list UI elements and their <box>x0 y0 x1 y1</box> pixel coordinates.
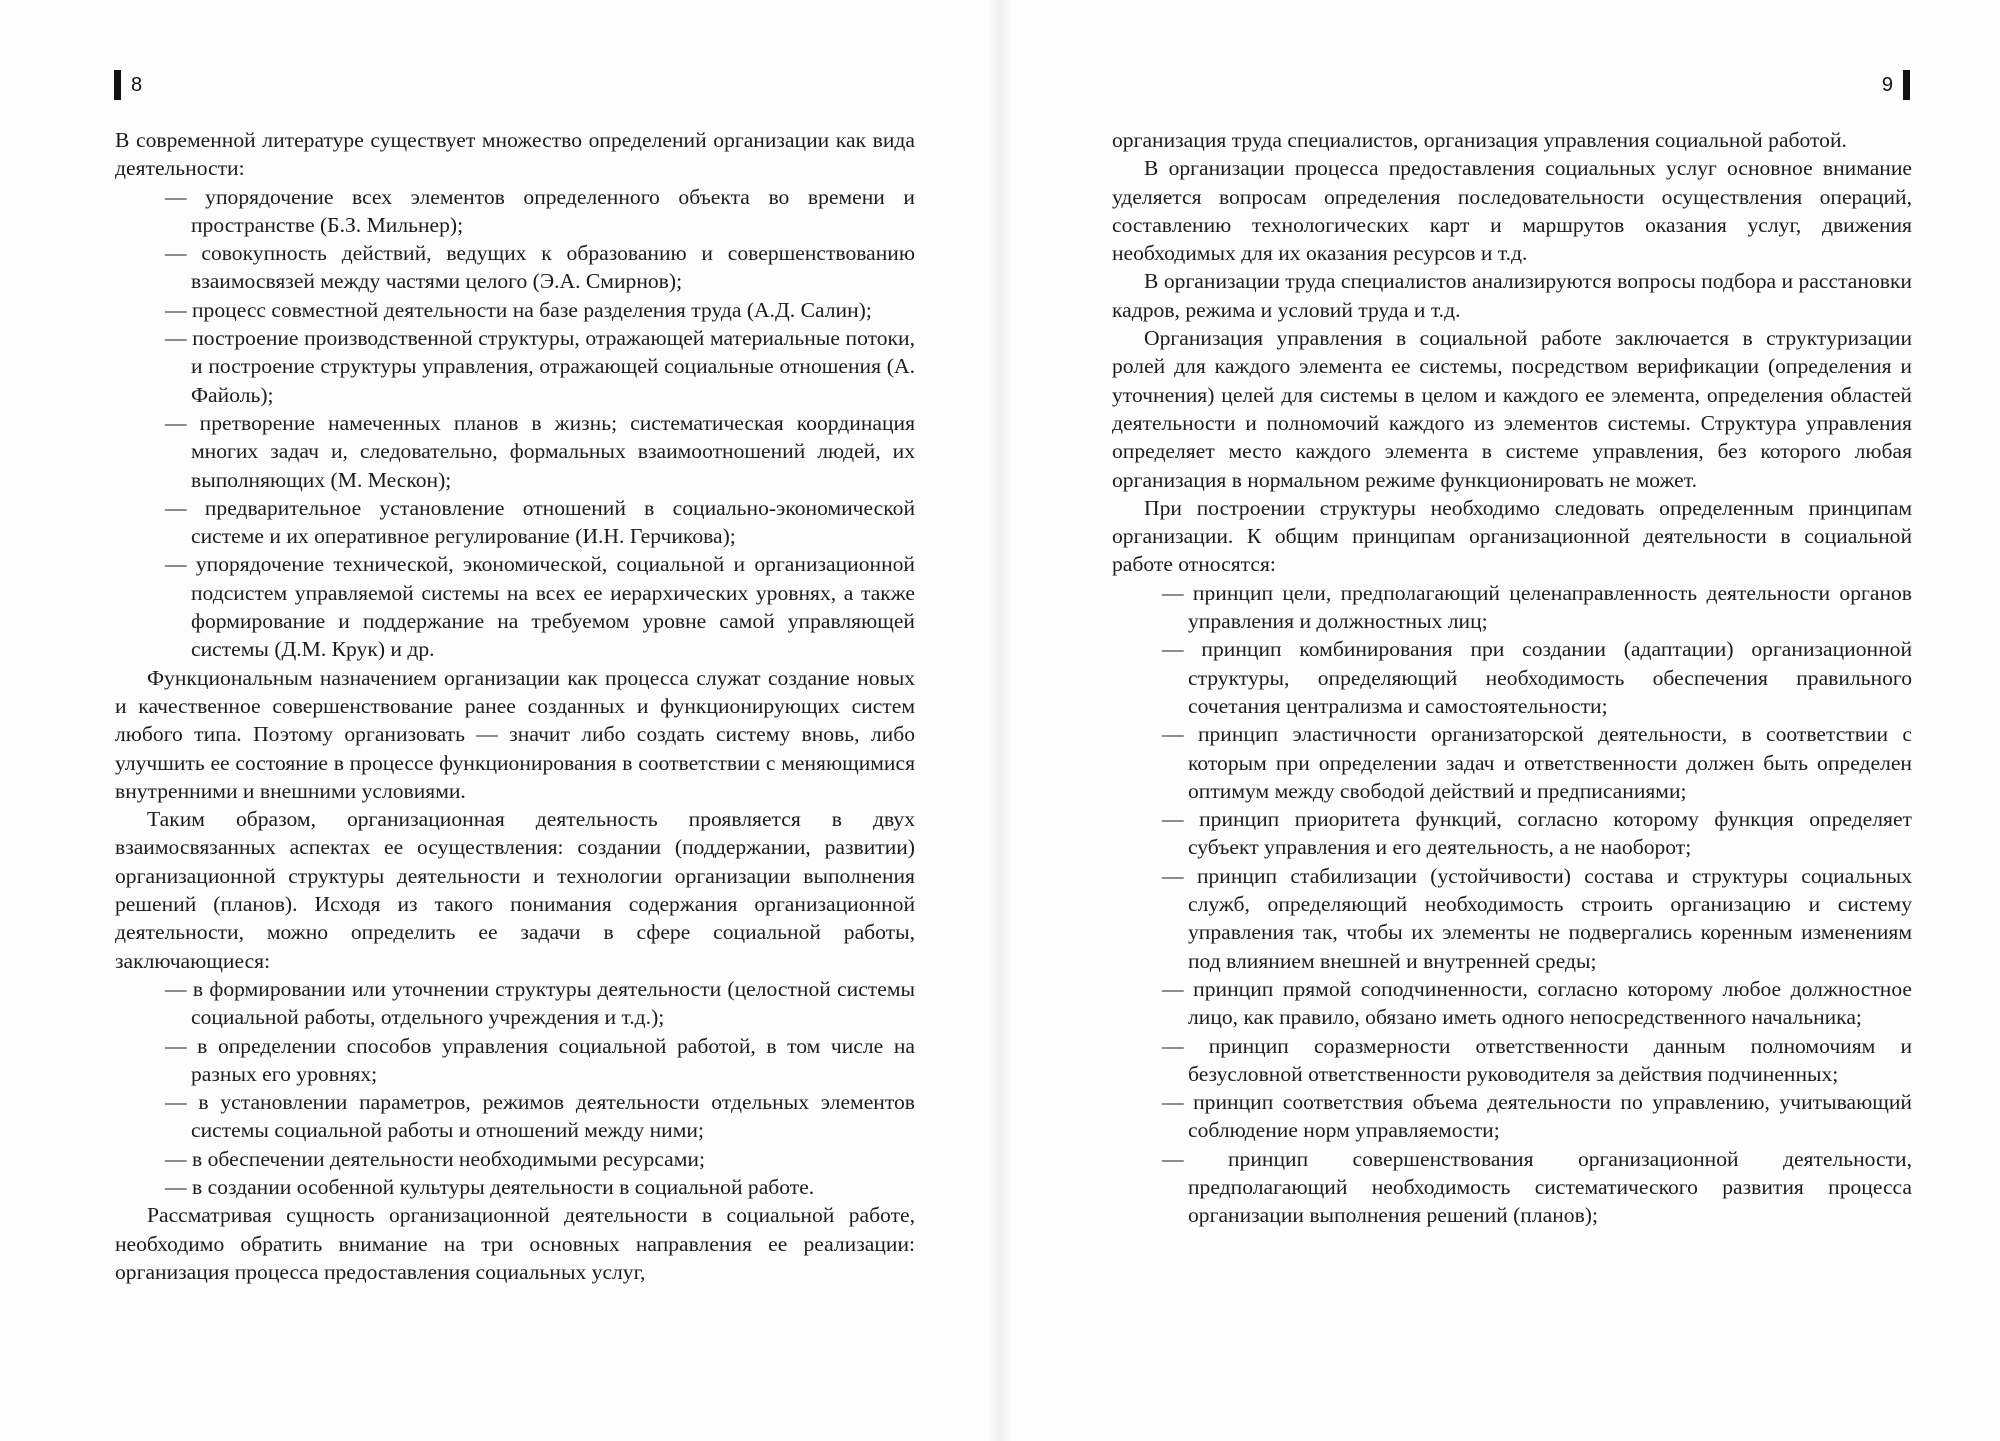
page-number-text: 8 <box>131 73 143 96</box>
list-item: — принцип комбинирования при создании (адаптации) организационной структуры, определяющий необходимость обеспечения правильного сочетания централизма и самостоятельности; <box>1162 637 1912 718</box>
paragraph: Функциональным назначением организации как процесса служат создание новых и качественное совершенствование ранее созданных и функционирующих систем любого типа. Поэтому организовать — значит либо создать систему вновь, либо улучшить ее состояние в процессе функционирования в соответствии с меняющимися внутренними и внешними условиями. <box>115 665 915 803</box>
list-item: — в установлении параметров, режимов деятельности отдельных элементов системы социальной работы и отношений между ними; <box>165 1090 915 1143</box>
list-item: — в создании особенной культуры деятельности в социальной работе. <box>165 1174 815 1199</box>
page-number-text: 9 <box>1881 73 1893 96</box>
list-item: — процесс совместной деятельности на базе разделения труда (А.Д. Салин); <box>165 297 872 322</box>
paragraph: Рассматривая сущность организационной деятельности в социальной работе, необходимо обратить внимание на три основных направления ее реализации: организация процесса предоставления социальных услуг, <box>115 1203 915 1284</box>
list-item: — принцип приоритета функций, согласно которому функция определяет субъект управления и его деятельность, а не наоборот; <box>1162 807 1912 860</box>
list-item: — принцип соразмерности ответственности данным полномочиям и безусловной ответственности руководителя за действия подчиненных; <box>1162 1033 1912 1086</box>
book-gutter <box>988 0 1012 1441</box>
folio-bar <box>1903 70 1910 100</box>
right-page <box>1000 0 2000 1441</box>
list-item: — принцип стабилизации (устойчивости) состава и структуры социальных служб, определяющий необходимость строить организацию и систему управления так, чтобы их элементы не подвергались коренным изменениям под влиянием внешней и внутренней среды; <box>1162 863 1912 973</box>
list-item: — упорядочение технической, экономической, социальной и организационной подсистем управляемой системы на всех ее иерархических уровнях, а также формирование и поддержание на требуемом уровне самой управляющей системы (Д.М. Крук) и др. <box>165 552 915 662</box>
paragraph: В организации процесса предоставления социальных услуг основное внимание уделяется вопросам определения последовательности осуществления операций, составлению технологических карт и маршрутов оказания услуг, движения необходимых для их оказания ресурсов и т.д. <box>1112 156 1912 266</box>
list-item: — в определении способов управления социальной работой, в том числе на разных его уровнях; <box>165 1033 915 1086</box>
list-item: — принцип цели, предполагающий целенаправленность деятельности органов управления и должностных лиц; <box>1162 580 1912 634</box>
list-item: — принцип совершенствования организационной деятельности, предполагающий необходимость систематического развития процесса организации выполнения решений (планов); <box>1162 1146 1912 1228</box>
left-page-number <box>114 70 142 100</box>
list-item: — построение производственной структуры, отражающей материальные потоки, и построение структуры управления, отражающей социальные отношения (А. Файоль); <box>165 326 915 407</box>
list-item: — принцип прямой соподчиненности, согласно которому любое должностное лицо, как правило, обязано иметь одного непосредственного начальника; <box>1162 976 1912 1030</box>
right-page-text <box>1112 126 1912 1230</box>
list-item: — предварительное установление отношений в социально-экономической системе и их оперативное регулирование (И.Н. Герчикова); <box>165 495 915 549</box>
list-item: — в обеспечении деятельности необходимыми ресурсами; <box>165 1146 705 1171</box>
list-item: — принцип эластичности организаторской деятельности, в соответствии с которым при определении задач и ответственности должен быть определен оптимум между свободой действий и предписаниями; <box>1162 722 1912 803</box>
paragraph: Организация управления в социальной работе заключается в структуризации ролей для каждого элемента ее системы, посредством верификации (определения и уточнения) целей для системы в целом и каждого ее элемента, определения областей деятельности и полномочий каждого из элементов системы. Структура управления определяет место каждого элемента в системе управления, без которого любая организация в нормальном режиме функционировать не может. <box>1112 326 1912 492</box>
paragraph: Таким образом, организационная деятельность проявляется в двух взаимосвязанных аспектах ее осуществления: создании (поддержании, развитии) организационной структуры деятельности и технологии организации выполнения решений (планов). Исходя из такого понимания содержания организационной деятельности, можно определить ее задачи в сфере социальной работы, заключающиеся: <box>115 807 915 973</box>
paragraph: При построении структуры необходимо следовать определенным принципам организации. К общим принципам организационной деятельности в социальной работе относятся: <box>1112 495 1912 577</box>
list-item: — совокупность действий, ведущих к образованию и совершенствованию взаимосвязей между частями целого (Э.А. Смирнов); <box>165 241 915 294</box>
list-item: — претворение намеченных планов в жизнь; систематическая координация многих задач и, следовательно, формальных взаимоотношений людей, их выполняющих (М. Мескон); <box>165 410 915 492</box>
list-item: — принцип соответствия объема деятельности по управлению, учитывающий соблюдение норм управляемости; <box>1162 1090 1912 1143</box>
list-item: — в формировании или уточнении структуры деятельности (целостной системы социальной работы, отдельного учреждения и т.д.); <box>165 976 915 1030</box>
right-page-number <box>1882 70 1910 100</box>
paragraph: организация труда специалистов, организация управления социальной работой. <box>1112 128 1847 152</box>
paragraph: В современной литературе существует множество определений организации как вида деятельности: <box>115 128 915 181</box>
paragraph: В организации труда специалистов анализируются вопросы подбора и расстановки кадров, режима и условий труда и т.д. <box>1112 269 1912 322</box>
list-item: — упорядочение всех элементов определенного объекта во времени и пространстве (Б.З. Мильнер); <box>165 184 915 237</box>
folio-bar <box>114 70 121 100</box>
left-page-text <box>115 126 915 1286</box>
